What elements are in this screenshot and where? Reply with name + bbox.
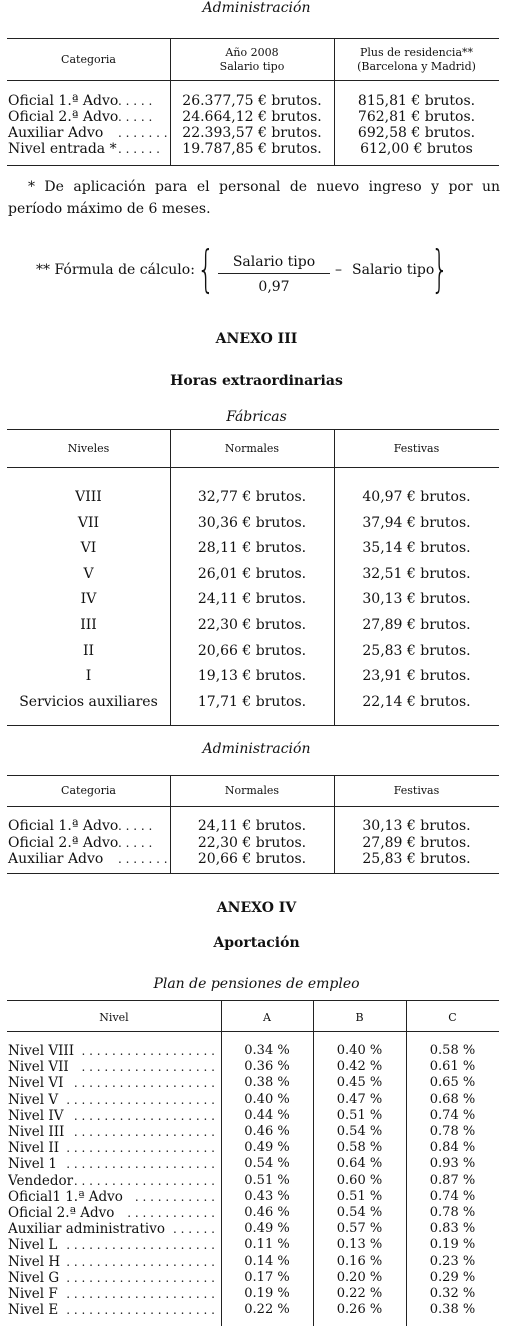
normal-value: 19,13 € brutos. xyxy=(197,668,307,685)
header-categoria: Categoria xyxy=(61,53,116,66)
value-a: 0.43 % xyxy=(244,1188,290,1204)
festiva-value: 35,14 € brutos. xyxy=(362,540,471,557)
fabricas-title: Fábricas xyxy=(226,409,287,425)
plus-value: 762,81 € brutos. xyxy=(357,109,476,125)
leader-dots: . . . . . xyxy=(118,94,153,108)
nivel-label: Nivel F xyxy=(8,1286,58,1302)
nivel-label: VIII xyxy=(75,489,102,505)
value-b: 0.20 % xyxy=(336,1269,383,1285)
salary-value: 19.787,85 € brutos. xyxy=(182,141,322,157)
column-rule xyxy=(334,38,335,80)
category-label: Oficial 2.ª Advo xyxy=(8,834,119,851)
header-niveles: Niveles xyxy=(67,442,110,455)
admin-title: Administración xyxy=(202,0,311,16)
value-c: 0.74 % xyxy=(429,1107,476,1123)
header-ano: Año 2008 xyxy=(225,46,279,59)
value-a: 0.46 % xyxy=(244,1205,290,1220)
formula-denominator: 0,97 xyxy=(258,279,290,295)
value-b: 0.54 % xyxy=(336,1124,383,1139)
value-b: 0.60 % xyxy=(336,1172,383,1188)
nivel-label: V xyxy=(83,565,94,582)
nivel-label: IV xyxy=(80,591,97,608)
header-c: C xyxy=(448,1011,457,1024)
festiva-value: 30,13 € brutos. xyxy=(362,591,471,608)
nivel-label: Nivel IV xyxy=(8,1107,64,1124)
leader-dots: . . . . . . . . . . . . . . . . . . . . xyxy=(66,1254,215,1269)
table-rule xyxy=(7,1031,499,1032)
plan-title: Plan de pensiones de empleo xyxy=(153,976,360,992)
nivel-label: Nivel L xyxy=(8,1237,58,1254)
nivel-label: II xyxy=(82,642,95,659)
header-normales-2: Normales xyxy=(224,784,280,797)
formula-minus: – xyxy=(335,262,342,278)
anexo4-heading: ANEXO IV xyxy=(216,900,297,916)
left-brace: { xyxy=(197,240,215,298)
festiva-value: 40,97 € brutos. xyxy=(362,489,471,505)
value-a: 0.49 % xyxy=(244,1140,290,1156)
value-a: 0.22 % xyxy=(244,1302,290,1318)
value-c: 0.29 % xyxy=(429,1269,476,1285)
value-a: 0.36 % xyxy=(244,1059,290,1075)
value-a: 0.11 % xyxy=(244,1237,290,1253)
header-festivas-2: Festivas xyxy=(393,784,440,797)
leader-dots: . . . . . xyxy=(118,835,153,850)
table-rule xyxy=(7,38,499,39)
value-c: 0.38 % xyxy=(429,1302,476,1318)
header-festivas: Festivas xyxy=(393,442,440,455)
value-c: 0.78 % xyxy=(429,1205,476,1220)
festiva-value: 27,89 € brutos. xyxy=(362,834,471,851)
value-b: 0.47 % xyxy=(336,1091,383,1107)
plus-value: 692,58 € brutos. xyxy=(357,125,476,141)
nivel-label: Nivel VI xyxy=(8,1075,64,1092)
value-b: 0.57 % xyxy=(336,1221,383,1237)
category-label: Oficial 2.ª Advo xyxy=(8,109,119,125)
aportacion-title: Aportación xyxy=(213,935,300,951)
value-b: 0.22 % xyxy=(336,1286,383,1301)
leader-dots: . . . . . . . . . . . . . . . . . . . xyxy=(73,1125,215,1139)
leader-dots: . . . . . . . . . . . xyxy=(134,1189,215,1204)
leader-dots: . . . . . . . . . . . . . . . . . . . xyxy=(73,1108,215,1123)
table-rule xyxy=(7,725,499,726)
value-a: 0.14 % xyxy=(244,1253,290,1269)
nivel-label: Nivel VII xyxy=(8,1059,69,1076)
nivel-label: Oficial1 1.ª Advo xyxy=(8,1188,123,1205)
value-c: 0.93 % xyxy=(429,1156,476,1172)
normal-value: 30,36 € brutos. xyxy=(197,514,307,531)
value-c: 0.74 % xyxy=(429,1188,476,1204)
value-a: 0.46 % xyxy=(244,1124,290,1139)
leader-dots: . . . . . . . . . . . . . . . . . . . . xyxy=(66,1157,215,1172)
table-rule xyxy=(7,165,499,166)
normal-value: 24,11 € brutos. xyxy=(197,591,307,608)
value-a: 0.17 % xyxy=(244,1269,290,1285)
value-b: 0.51 % xyxy=(336,1107,383,1123)
value-b: 0.16 % xyxy=(336,1253,383,1269)
leader-dots: . . . . . . . . . . . . . . . . . . . xyxy=(73,1076,215,1091)
admin2-title: Administración xyxy=(202,741,311,757)
plus-value: 815,81 € brutos. xyxy=(357,93,476,109)
normal-value: 26,01 € brutos. xyxy=(197,565,307,582)
nivel-label: Nivel G xyxy=(8,1269,60,1286)
value-a: 0.34 % xyxy=(244,1043,290,1058)
festiva-value: 32,51 € brutos. xyxy=(362,565,471,582)
leader-dots: . . . . . . . . . . . . . . . . . . . xyxy=(73,1173,215,1188)
leader-dots: . . . . . . . . . . . . xyxy=(127,1206,215,1220)
column-rule xyxy=(170,38,171,80)
normal-value: 32,77 € brutos. xyxy=(197,489,307,505)
value-c: 0.83 % xyxy=(429,1221,476,1237)
salary-value: 24.664,12 € brutos. xyxy=(182,109,322,125)
note-star: * De aplicación para el personal de nuevo ingreso y por un período máximo de 6 meses. xyxy=(8,179,500,217)
nivel-label: Servicios auxiliares xyxy=(19,693,158,710)
leader-dots: . . . . . . . xyxy=(118,126,168,140)
right-brace: } xyxy=(431,240,449,298)
leader-dots: . . . . . . . . . . . . . . . . . . . . xyxy=(66,1092,215,1107)
normal-value: 20,66 € brutos. xyxy=(197,851,307,867)
nivel-label: Nivel 1 xyxy=(8,1156,57,1173)
leader-dots: . . . . . . xyxy=(118,142,160,156)
table-rule xyxy=(7,467,499,468)
festiva-value: 23,91 € brutos. xyxy=(362,668,471,685)
header-nivel: Nivel xyxy=(99,1011,129,1024)
leader-dots: . . . . . . . . . . . . . . . . . . xyxy=(81,1060,215,1075)
salary-value: 22.393,57 € brutos. xyxy=(182,125,322,141)
nivel-label: VII xyxy=(77,514,100,531)
value-b: 0.26 % xyxy=(336,1302,383,1318)
category-label: Nivel entrada * xyxy=(8,141,117,157)
value-b: 0.51 % xyxy=(336,1188,383,1204)
category-label: Oficial 1.ª Advo xyxy=(8,93,119,109)
table-rule xyxy=(7,429,499,430)
festiva-value: 25,83 € brutos. xyxy=(362,851,471,867)
value-c: 0.65 % xyxy=(429,1075,476,1091)
value-b: 0.54 % xyxy=(336,1205,383,1220)
category-label: Auxiliar Advo xyxy=(8,125,104,141)
festiva-value: 27,89 € brutos. xyxy=(362,617,471,633)
header-normales: Normales xyxy=(224,442,280,455)
value-c: 0.23 % xyxy=(429,1253,476,1269)
value-c: 0.32 % xyxy=(429,1286,476,1301)
header-b: B xyxy=(355,1011,364,1024)
category-label: Oficial 1.ª Advo xyxy=(8,818,119,834)
table-rule xyxy=(7,1000,499,1001)
table-rule xyxy=(7,806,499,807)
value-b: 0.13 % xyxy=(336,1237,383,1253)
normal-value: 17,71 € brutos. xyxy=(197,693,307,710)
table-rule xyxy=(7,873,499,874)
leader-dots: . . . . . . . . . . . . . . . . . . xyxy=(81,1044,215,1058)
nivel-label: III xyxy=(80,617,97,633)
leader-dots: . . . . . . . xyxy=(118,852,168,866)
horas-title: Horas extraordinarias xyxy=(170,373,343,389)
value-b: 0.64 % xyxy=(336,1156,383,1172)
value-a: 0.51 % xyxy=(244,1172,290,1188)
nivel-label: Vendedor xyxy=(8,1172,74,1189)
nivel-label: Nivel H xyxy=(8,1253,61,1270)
normal-value: 20,66 € brutos. xyxy=(197,642,307,659)
value-c: 0.58 % xyxy=(429,1043,476,1058)
fraction-bar xyxy=(218,273,330,274)
normal-value: 22,30 € brutos. xyxy=(197,617,307,633)
value-a: 0.44 % xyxy=(244,1107,290,1123)
festiva-value: 22,14 € brutos. xyxy=(362,693,471,710)
nivel-label: Nivel VIII xyxy=(8,1043,75,1059)
value-a: 0.54 % xyxy=(244,1156,290,1172)
value-b: 0.42 % xyxy=(336,1059,383,1075)
leader-dots: . . . . . xyxy=(118,819,153,833)
leader-dots: . . . . . . . . . . . . . . . . . . . . xyxy=(66,1303,215,1318)
value-b: 0.40 % xyxy=(336,1043,383,1058)
value-c: 0.78 % xyxy=(429,1124,476,1139)
leader-dots: . . . . . . . . . . . . . . . . . . . . xyxy=(66,1287,215,1301)
value-b: 0.58 % xyxy=(336,1140,383,1156)
nivel-label: Auxiliar administrativo xyxy=(8,1221,165,1238)
nivel-label: Oficial 2.ª Advo xyxy=(8,1205,115,1221)
header-categoria-2: Categoria xyxy=(61,784,116,797)
plus-value: 612,00 € brutos xyxy=(360,141,473,157)
header-barcelona-madrid: (Barcelona y Madrid) xyxy=(357,60,476,73)
table-rule xyxy=(7,80,499,81)
nivel-label: VI xyxy=(80,540,97,557)
nivel-label: Nivel V xyxy=(8,1091,59,1108)
normal-value: 24,11 € brutos. xyxy=(197,818,307,834)
salary-value: 26.377,75 € brutos. xyxy=(182,93,322,109)
value-c: 0.68 % xyxy=(429,1091,476,1107)
value-c: 0.19 % xyxy=(429,1237,476,1253)
leader-dots: . . . . . . . . . . . . . . . . . . . . xyxy=(66,1141,215,1156)
value-c: 0.84 % xyxy=(429,1140,476,1156)
category-label: Auxiliar Advo xyxy=(8,851,104,867)
formula-tail: Salario tipo xyxy=(352,262,435,278)
festiva-value: 37,94 € brutos. xyxy=(362,514,471,531)
header-salario-tipo: Salario tipo xyxy=(219,60,285,73)
value-c: 0.61 % xyxy=(429,1059,476,1075)
nivel-label: Nivel E xyxy=(8,1302,59,1319)
value-c: 0.87 % xyxy=(429,1172,476,1188)
nivel-label: Nivel III xyxy=(8,1124,65,1140)
value-a: 0.40 % xyxy=(244,1091,290,1107)
festiva-value: 25,83 € brutos. xyxy=(362,642,471,659)
value-a: 0.49 % xyxy=(244,1221,290,1237)
value-b: 0.45 % xyxy=(336,1075,383,1091)
leader-dots: . . . . . xyxy=(118,110,153,124)
nivel-label: Nivel II xyxy=(8,1140,60,1157)
leader-dots: . . . . . . xyxy=(173,1222,215,1237)
normal-value: 28,11 € brutos. xyxy=(197,540,307,557)
nivel-label: I xyxy=(85,668,92,685)
festiva-value: 30,13 € brutos. xyxy=(362,818,471,834)
table-rule xyxy=(7,775,499,776)
value-a: 0.19 % xyxy=(244,1286,290,1301)
leader-dots: . . . . . . . . . . . . . . . . . . . . xyxy=(66,1270,215,1285)
formula-numerator: Salario tipo xyxy=(232,254,316,270)
value-a: 0.38 % xyxy=(244,1075,290,1091)
leader-dots: . . . . . . . . . . . . . . . . . . . . xyxy=(66,1238,215,1253)
formula-label: ** Fórmula de cálculo: xyxy=(36,262,195,278)
header-plus: Plus de residencia** xyxy=(360,46,473,59)
normal-value: 22,30 € brutos. xyxy=(197,834,307,851)
anexo3-heading: ANEXO III xyxy=(215,331,298,347)
header-a: A xyxy=(263,1011,271,1024)
